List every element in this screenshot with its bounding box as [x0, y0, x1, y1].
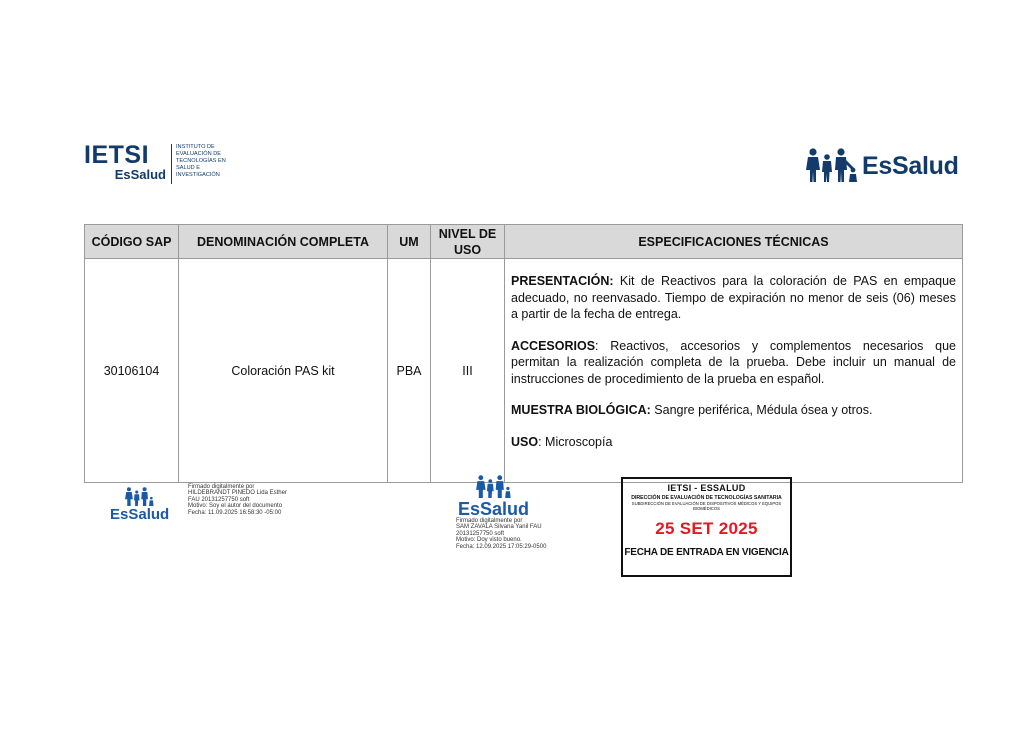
cell-denominacion: Coloración PAS kit	[179, 259, 388, 483]
stamp-title: IETSI - ESSALUD	[667, 483, 746, 493]
signature-line: Motivo: Doy visto bueno.	[456, 537, 522, 544]
spec-muestra	[511, 402, 956, 419]
spec-uso-text: : Microscopía	[538, 434, 613, 449]
col-header-nivel-line1: NIVEL DE	[438, 226, 497, 241]
signature-2-brand: EsSalud	[458, 499, 530, 519]
signature-line: HILDEBRANDT PINEDO Lida Esther	[188, 490, 287, 497]
specifications-table	[84, 224, 963, 483]
spec-presentacion	[511, 273, 956, 323]
spec-uso-label: USO	[511, 434, 539, 449]
signature-line: 20131257750 soft	[456, 530, 505, 537]
signature-line: SAM ZAVALA Silvana Yanil FAU	[456, 524, 542, 531]
spec-accesorios-text: : Reactivos, accesorios y complementos necesarios que permitan la realización completa de la prueba. Debe incluir un manual de instrucciones de procedimiento de la prueba en español.	[511, 338, 956, 386]
spec-accesorios	[511, 338, 956, 388]
family-icon	[804, 148, 858, 184]
spec-presentacion-text: Kit de Reactivos para la coloración de PAS en empaque adecuado, no reenvasado. Tiempo de expiración no menor de seis (06) meses a partir de la fecha de entrega.	[511, 274, 956, 321]
signature-2-logo	[458, 475, 528, 519]
col-header-nivel-uso	[431, 225, 505, 259]
col-header-especificaciones: ESPECIFICACIONES TÉCNICAS	[505, 225, 963, 259]
signature-line: Fecha: 12.09.2025 17:05:29-0500	[456, 543, 547, 550]
stamp-date: 25 SET 2025	[655, 519, 758, 538]
cell-um: PBA	[388, 259, 431, 483]
cell-nivel-uso: III	[431, 259, 505, 483]
ietsi-logo-word: IETSI	[84, 141, 150, 169]
spec-muestra-text: Sangre periférica, Médula ósea y otros.	[650, 403, 873, 417]
col-header-denominacion: DENOMINACIÓN COMPLETA	[179, 225, 388, 259]
table-row	[85, 259, 963, 483]
signature-1-text	[188, 484, 287, 516]
col-header-codigo-sap: CÓDIGO SAP	[85, 225, 179, 259]
col-header-um: UM	[388, 225, 431, 259]
signature-line: Fecha: 11.09.2025 16:58:30 -05:00	[188, 509, 282, 516]
essalud-brand: EsSalud	[862, 152, 959, 180]
stamp-label: FECHA DE ENTRADA EN VIGENCIA	[624, 547, 789, 558]
stamp-subtitle-1: DIRECCIÓN DE EVALUACIÓN DE TECNOLOGÍAS SANITARIA	[631, 495, 782, 501]
ietsi-desc-line: EVALUACIÓN DE	[176, 151, 221, 157]
signature-line: Motivo: Soy el autor del documento	[188, 503, 283, 510]
cell-codigo-sap: 30106104	[85, 259, 179, 483]
spec-presentacion-label: PRESENTACIÓN:	[511, 274, 614, 288]
family-icon	[123, 487, 155, 506]
ietsi-logo-description	[176, 144, 246, 179]
spec-uso	[511, 434, 956, 451]
ietsi-logo-divider	[171, 144, 172, 184]
col-header-nivel-line2: USO	[453, 242, 482, 257]
validity-stamp	[621, 477, 792, 577]
ietsi-desc-line: INSTITUTO DE	[176, 144, 215, 150]
essalud-logo	[804, 146, 964, 186]
signature-line: Firmado digitalmente por	[456, 518, 523, 524]
signature-line: Firmado digitalmente por	[188, 484, 255, 490]
ietsi-desc-line: SALUD E	[176, 165, 200, 171]
ietsi-desc-line: TECNOLOGÍAS EN	[176, 158, 226, 164]
signature-1-logo	[110, 487, 168, 523]
ietsi-desc-line: INVESTIGACIÓN	[176, 172, 220, 178]
spec-muestra-label: MUESTRA BIOLÓGICA:	[511, 403, 651, 417]
stamp-subtitle-2: SUBDIRECCIÓN DE EVALUACIÓN DE DISPOSITIVOS MÉDICOS Y EQUIPOS BIOMÉDICOS	[631, 501, 782, 511]
ietsi-logo-essalud: EsSalud	[114, 167, 166, 182]
signature-2-text	[456, 518, 546, 550]
table-header-row	[85, 225, 963, 259]
cell-especificaciones	[505, 259, 963, 483]
family-icon	[474, 475, 512, 498]
signature-1-brand: EsSalud	[110, 506, 170, 523]
spec-accesorios-label: ACCESORIOS	[511, 338, 596, 353]
signature-line: FAU 20131257750 soft	[188, 496, 250, 503]
